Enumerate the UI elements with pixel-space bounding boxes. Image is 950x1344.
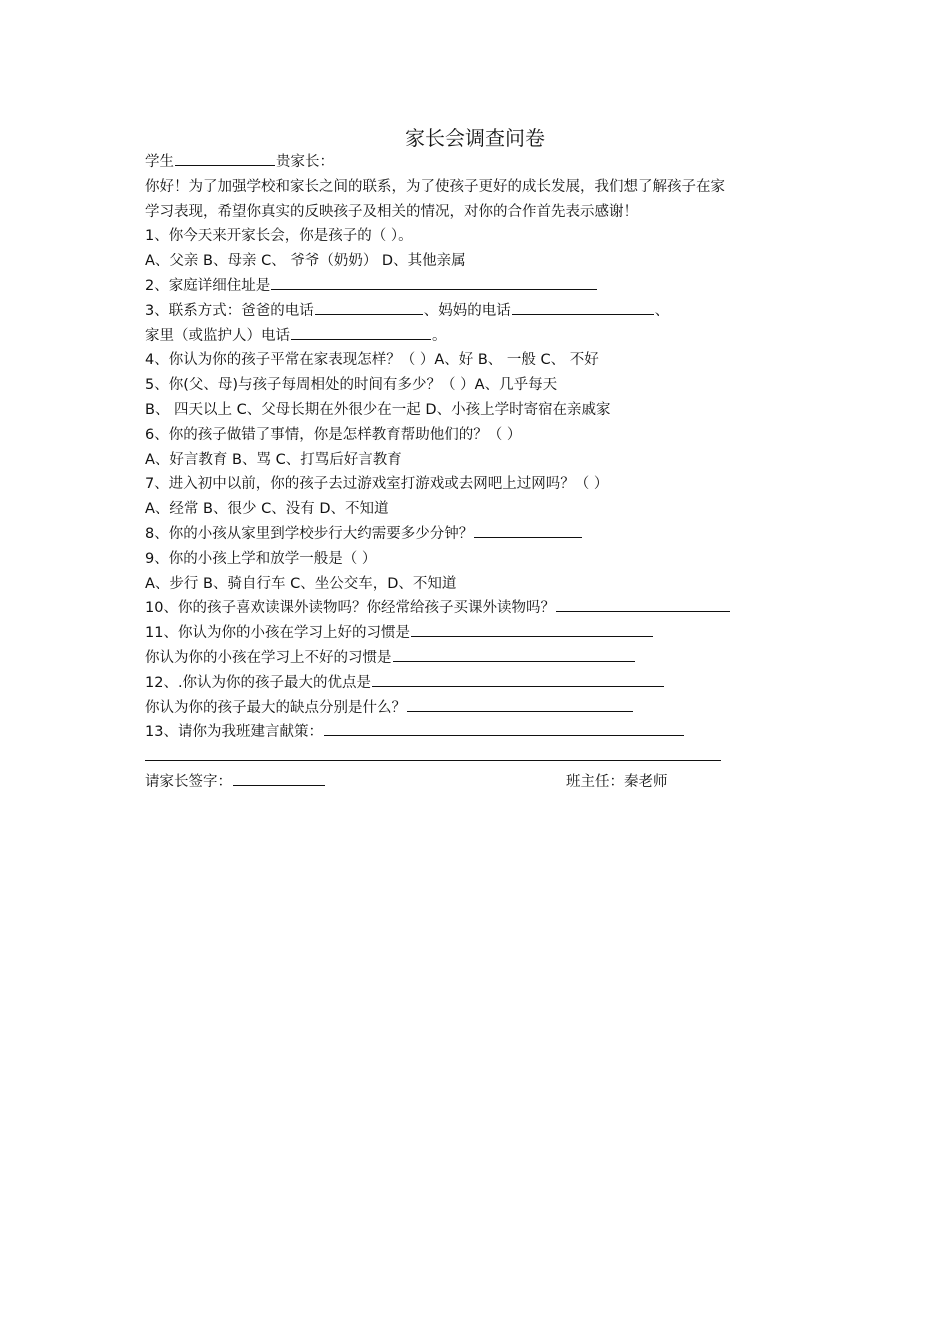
question-11b-label: 你认为你的小孩在学习上不好的习惯是 [145,649,392,666]
home-phone-blank[interactable] [291,324,431,340]
question-3-end: 、 [654,302,670,319]
question-7: 7、进入初中以前，你的孩子去过游戏室打游戏或去网吧上过网吗？（ ） [145,476,609,493]
suggestion-blank-2[interactable] [145,745,721,761]
good-habits-blank[interactable] [411,621,653,637]
question-3-period: 。 [432,327,447,344]
suggestion-blank[interactable] [324,720,684,736]
question-11b [145,646,825,671]
question-1: 1、你今天来开家长会，你是孩子的（ ）。 [145,228,413,245]
question-13 [145,720,825,745]
question-11 [145,621,825,646]
question-8-label: 8、你的小孩从家里到学校步行大约需要多少分钟？ [145,525,474,542]
question-9: 9、你的小孩上学和放学一般是（ ） [145,550,377,567]
father-phone-blank[interactable] [315,299,423,315]
mother-phone-label: 、妈妈的电话 [423,302,511,319]
salutation-parent: 贵家长： [276,154,334,170]
question-6-options: A、好言教育 B、骂 C、打骂后好言教育 [145,451,402,468]
reading-blank[interactable] [556,596,730,612]
suggestion-line-2 [145,745,825,770]
question-12-label: 12、.你认为你的孩子最大的优点是 [145,674,372,691]
question-3-line-2 [145,324,825,349]
question-10-label: 10、你的孩子喜欢读课外读物吗？你经常给孩子买课外读物吗？ [145,600,555,617]
intro-line-1: 你好！为了加强学校和家长之间的联系，为了使孩子更好的成长发展，我们想了解孩子在家 [145,178,725,195]
question-1-options: A、父亲 B、母亲 C、 爷爷（奶奶） D、其他亲属 [145,253,466,270]
question-10 [145,596,825,621]
question-12 [145,671,825,696]
question-11-label: 11、你认为你的小孩在学习上好的习惯是 [145,625,410,642]
question-9-options: A、步行 B、骑自行车 C、坐公交车，D、不知道 [145,575,457,592]
question-5: 5、你(父、母)与孩子每周相处的时间有多少？（ ）A、几乎每天 [145,377,558,394]
weaknesses-blank[interactable] [407,696,633,712]
student-name-blank[interactable] [175,150,275,166]
address-blank[interactable] [271,274,597,290]
signature-row [145,770,825,795]
walk-minutes-blank[interactable] [474,522,582,538]
question-3 [145,299,825,324]
signature-label: 请家长签字： [145,773,232,790]
question-5-options: B、 四天以上 C、父母长期在外很少在一起 D、小孩上学时寄宿在亲戚家 [145,401,611,418]
question-4: 4、你认为你的孩子平常在家表现怎样？（ ）A、好 B、 一般 C、 不好 [145,352,599,369]
father-phone-label: 3、联系方式：爸爸的电话 [145,302,314,319]
homeroom-teacher: 班主任：秦老师 [566,773,668,790]
question-7-options: A、经常 B、很少 C、没有 D、不知道 [145,501,389,518]
question-13-label: 13、请你为我班建言献策： [145,724,323,741]
salutation-line [145,150,825,175]
question-12b [145,696,825,721]
question-2 [145,274,825,299]
signature-blank[interactable] [233,770,325,786]
question-2-label: 2、家庭详细住址是 [145,277,271,294]
question-12b-label: 你认为你的孩子最大的缺点分别是什么？ [145,699,406,716]
mother-phone-blank[interactable] [512,299,654,315]
home-phone-label: 家里（或监护人）电话 [145,327,290,344]
document-body [145,150,825,795]
bad-habits-blank[interactable] [393,646,635,662]
intro-line-2: 学习表现，希望你真实的反映孩子及相关的情况，对你的合作首先表示感谢！ [145,203,638,220]
page-title: 家长会调查问卷 [405,126,545,150]
strengths-blank[interactable] [372,671,664,687]
salutation-student: 学生 [145,154,174,170]
question-6: 6、你的孩子做错了事情，你是怎样教育帮助他们的？（ ） [145,426,522,443]
question-8 [145,522,825,547]
